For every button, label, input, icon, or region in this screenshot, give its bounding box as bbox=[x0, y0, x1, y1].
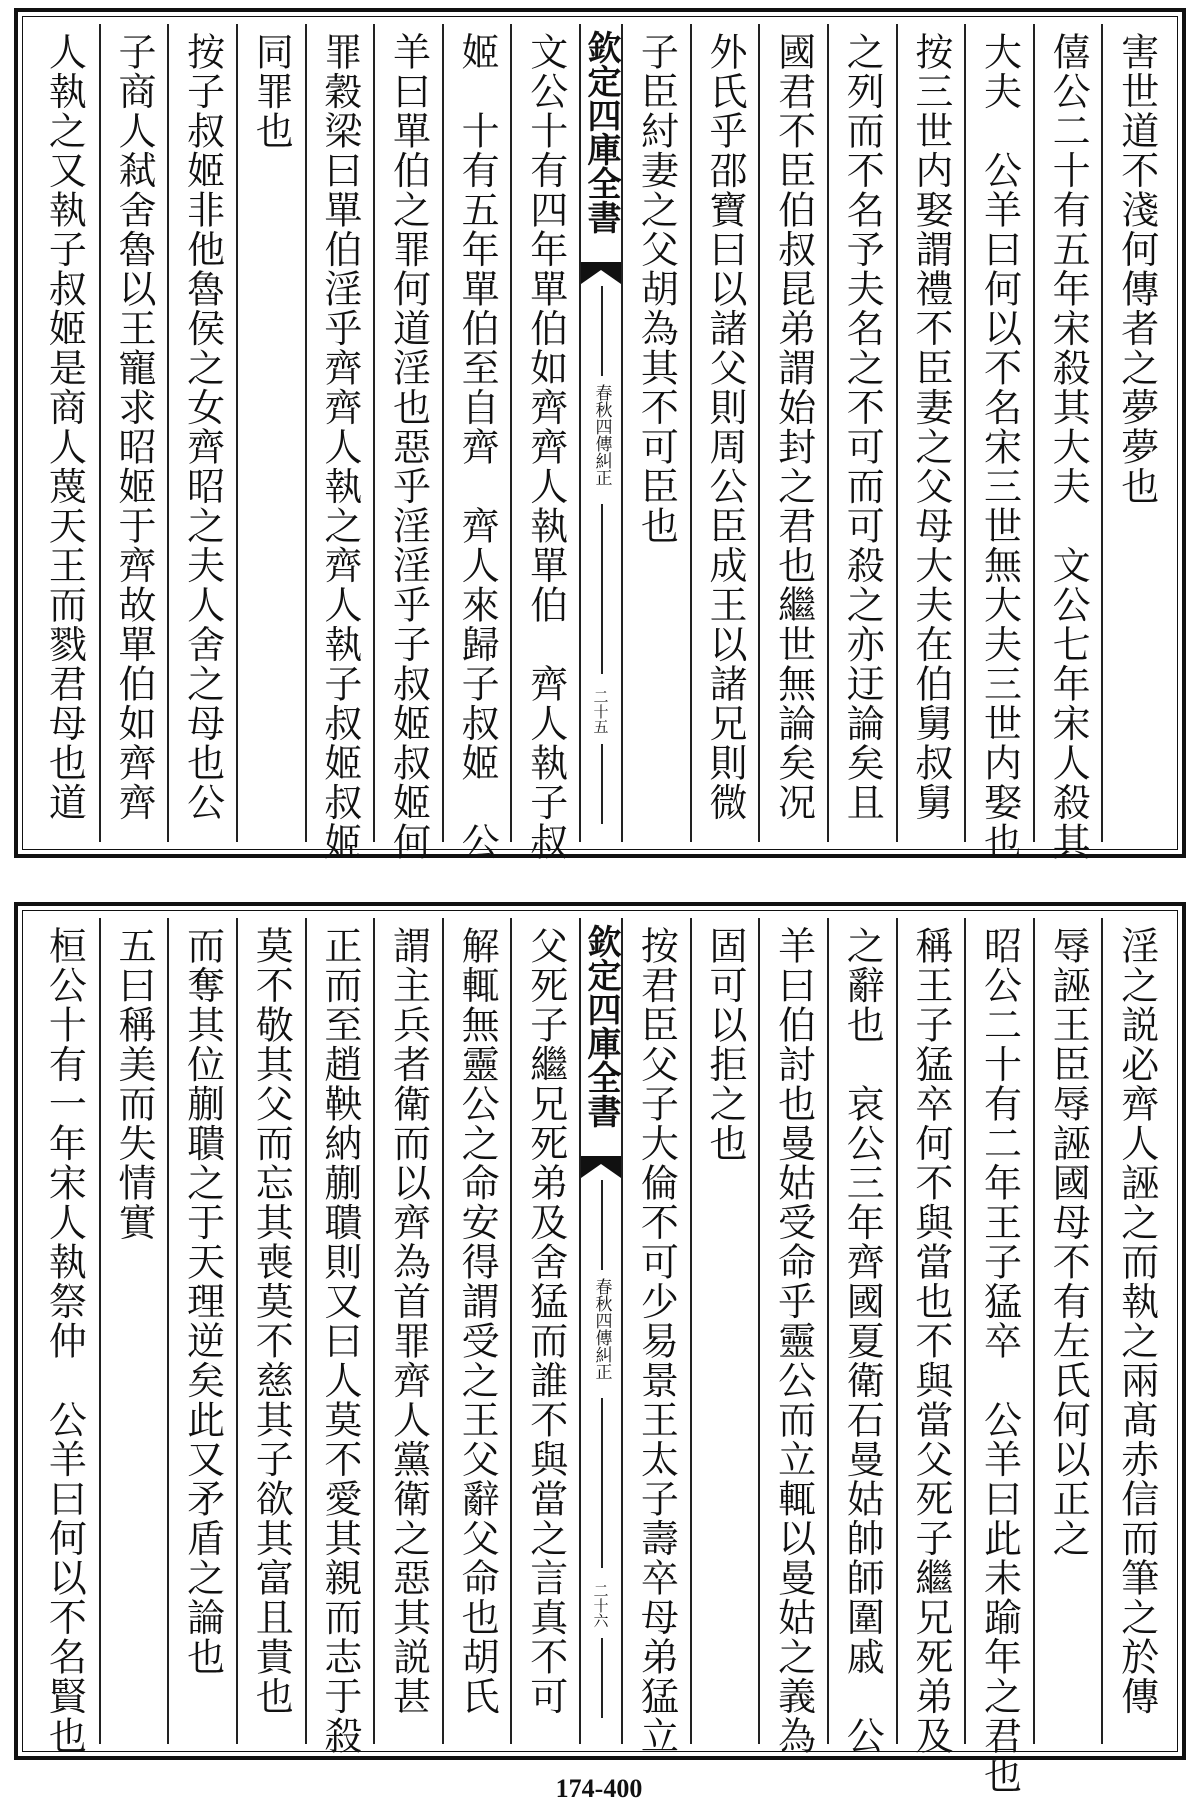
text-column bbox=[236, 918, 305, 1744]
text-column bbox=[305, 918, 374, 1756]
gutter-center bbox=[579, 24, 621, 842]
column-text: 五曰稱美而失情實 bbox=[111, 926, 156, 1242]
column-text: 文公十有四年單伯如齊齊人執單伯 齊人執子叔 bbox=[523, 32, 568, 862]
book-title: 欽定四庫全書 bbox=[581, 924, 621, 1128]
column-text: 稱王子猛卒何不與當也不與當父死子繼兄死弟及 bbox=[908, 926, 953, 1756]
text-column bbox=[690, 24, 759, 842]
page-number: 174-400 bbox=[555, 1774, 643, 1803]
column-text: 罪穀梁曰單伯淫乎齊齊人執之齊人執子叔姬叔姬 bbox=[317, 32, 362, 862]
text-column bbox=[1101, 24, 1170, 842]
page-top bbox=[14, 8, 1186, 862]
text-column bbox=[99, 918, 168, 1744]
text-column bbox=[964, 24, 1033, 862]
book-subtitle: 春秋四傳糾正 bbox=[591, 1278, 612, 1380]
text-column bbox=[236, 24, 305, 842]
text-column bbox=[442, 918, 511, 1744]
column-text: 解輒無靈公之命安得謂受之王父辭父命也胡氏 bbox=[455, 926, 500, 1716]
column-text: 莫不敬其父而忘其喪莫不慈其子欲其富且貴也 bbox=[249, 926, 294, 1716]
column-text: 外氏乎邵寶曰以諸父則周公臣成王以諸兄則微 bbox=[702, 32, 747, 822]
text-columns-top bbox=[30, 24, 1170, 862]
text-column bbox=[690, 918, 759, 1744]
text-column bbox=[510, 24, 579, 862]
text-column bbox=[827, 24, 896, 842]
text-column bbox=[373, 918, 442, 1744]
column-text: 之列而不名予夫名之不可而可殺之亦迂論矣且 bbox=[840, 32, 885, 822]
column-text: 昭公二十有二年王子猛卒 公羊曰此未踰年之君也 bbox=[977, 926, 1022, 1795]
text-column bbox=[621, 24, 690, 842]
column-text: 辱誣王臣辱誣國母不有左氏何以正之 bbox=[1046, 926, 1091, 1558]
column-text: 正而至趙鞅納蒯聵則又曰人莫不愛其親而志于殺 bbox=[317, 926, 362, 1756]
text-column bbox=[305, 24, 374, 862]
column-text: 人執之又執子叔姬是商人蔑天王而戮君母也道 bbox=[42, 32, 87, 822]
text-column bbox=[510, 918, 579, 1744]
text-column bbox=[442, 24, 511, 862]
text-column bbox=[167, 918, 236, 1744]
text-column bbox=[1101, 918, 1170, 1744]
column-text: 害世道不淺何傳者之夢夢也 bbox=[1114, 32, 1159, 506]
text-column bbox=[167, 24, 236, 842]
column-text: 桓公十有一年宋人執祭仲 公羊曰何以不名賢也 bbox=[42, 926, 87, 1756]
column-text: 謂主兵者衛而以齊為首罪齊人黨衛之惡其説甚 bbox=[386, 926, 431, 1716]
column-text: 子臣紂妻之父胡為其不可臣也 bbox=[634, 32, 679, 546]
leaf-number: 二十六 bbox=[591, 1583, 610, 1628]
column-text: 之辭也 哀公三年齊國夏衛石曼姑帥師圍戚 公 bbox=[840, 926, 885, 1756]
column-text: 姬 十有五年單伯至自齊 齊人來歸子叔姬 公 bbox=[455, 32, 500, 862]
column-text: 按三世内娶謂禮不臣妻之父母大夫在伯舅叔舅 bbox=[908, 32, 953, 822]
leaf-number: 二十五 bbox=[591, 689, 610, 734]
text-column bbox=[99, 24, 168, 842]
column-text: 固可以拒之也 bbox=[702, 926, 747, 1163]
column-text: 淫之説必齊人誣之而執之兩髙赤信而筆之於傳 bbox=[1114, 926, 1159, 1716]
gutter-center bbox=[579, 918, 621, 1744]
column-text: 羊曰單伯之罪何道淫也惡乎淫淫乎子叔姬叔姬何 bbox=[386, 32, 431, 862]
column-text: 同罪也 bbox=[249, 32, 294, 151]
column-text: 僖公二十有五年宋殺其大夫 文公七年宋人殺其 bbox=[1046, 32, 1091, 862]
column-text: 子商人弒舍魯以王寵求昭姬于齊故單伯如齊齊 bbox=[111, 32, 156, 822]
text-column bbox=[1033, 24, 1102, 862]
text-column bbox=[30, 918, 99, 1756]
fish-tail-ornament bbox=[581, 262, 621, 284]
column-text: 國君不臣伯叔昆弟謂始封之君也繼世無論矣况 bbox=[771, 32, 816, 822]
text-column bbox=[896, 24, 965, 842]
column-text: 父死子繼兄死弟及舍猛而誰不與當之言真不可 bbox=[523, 926, 568, 1716]
text-column bbox=[373, 24, 442, 862]
text-column bbox=[30, 24, 99, 842]
text-column bbox=[964, 918, 1033, 1795]
text-column bbox=[758, 918, 827, 1756]
column-text: 按子叔姬非他魯侯之女齊昭之夫人舍之母也公 bbox=[180, 32, 225, 822]
book-subtitle: 春秋四傳糾正 bbox=[591, 384, 612, 486]
fish-tail-ornament bbox=[581, 1156, 621, 1178]
column-text: 按君臣父子大倫不可少易景王太子壽卒母弟猛立 bbox=[634, 926, 679, 1756]
text-column bbox=[621, 918, 690, 1756]
column-text: 而奪其位蒯聵之于天理逆矣此又矛盾之論也 bbox=[180, 926, 225, 1677]
text-column bbox=[827, 918, 896, 1756]
book-title: 欽定四庫全書 bbox=[581, 30, 621, 234]
text-column bbox=[1033, 918, 1102, 1744]
text-column bbox=[758, 24, 827, 842]
column-text: 大夫 公羊曰何以不名宋三世無大夫三世内娶也 bbox=[977, 32, 1022, 862]
column-text: 羊曰伯討也曼姑受命乎靈公而立輒以曼姑之義為 bbox=[771, 926, 816, 1756]
text-column bbox=[896, 918, 965, 1756]
